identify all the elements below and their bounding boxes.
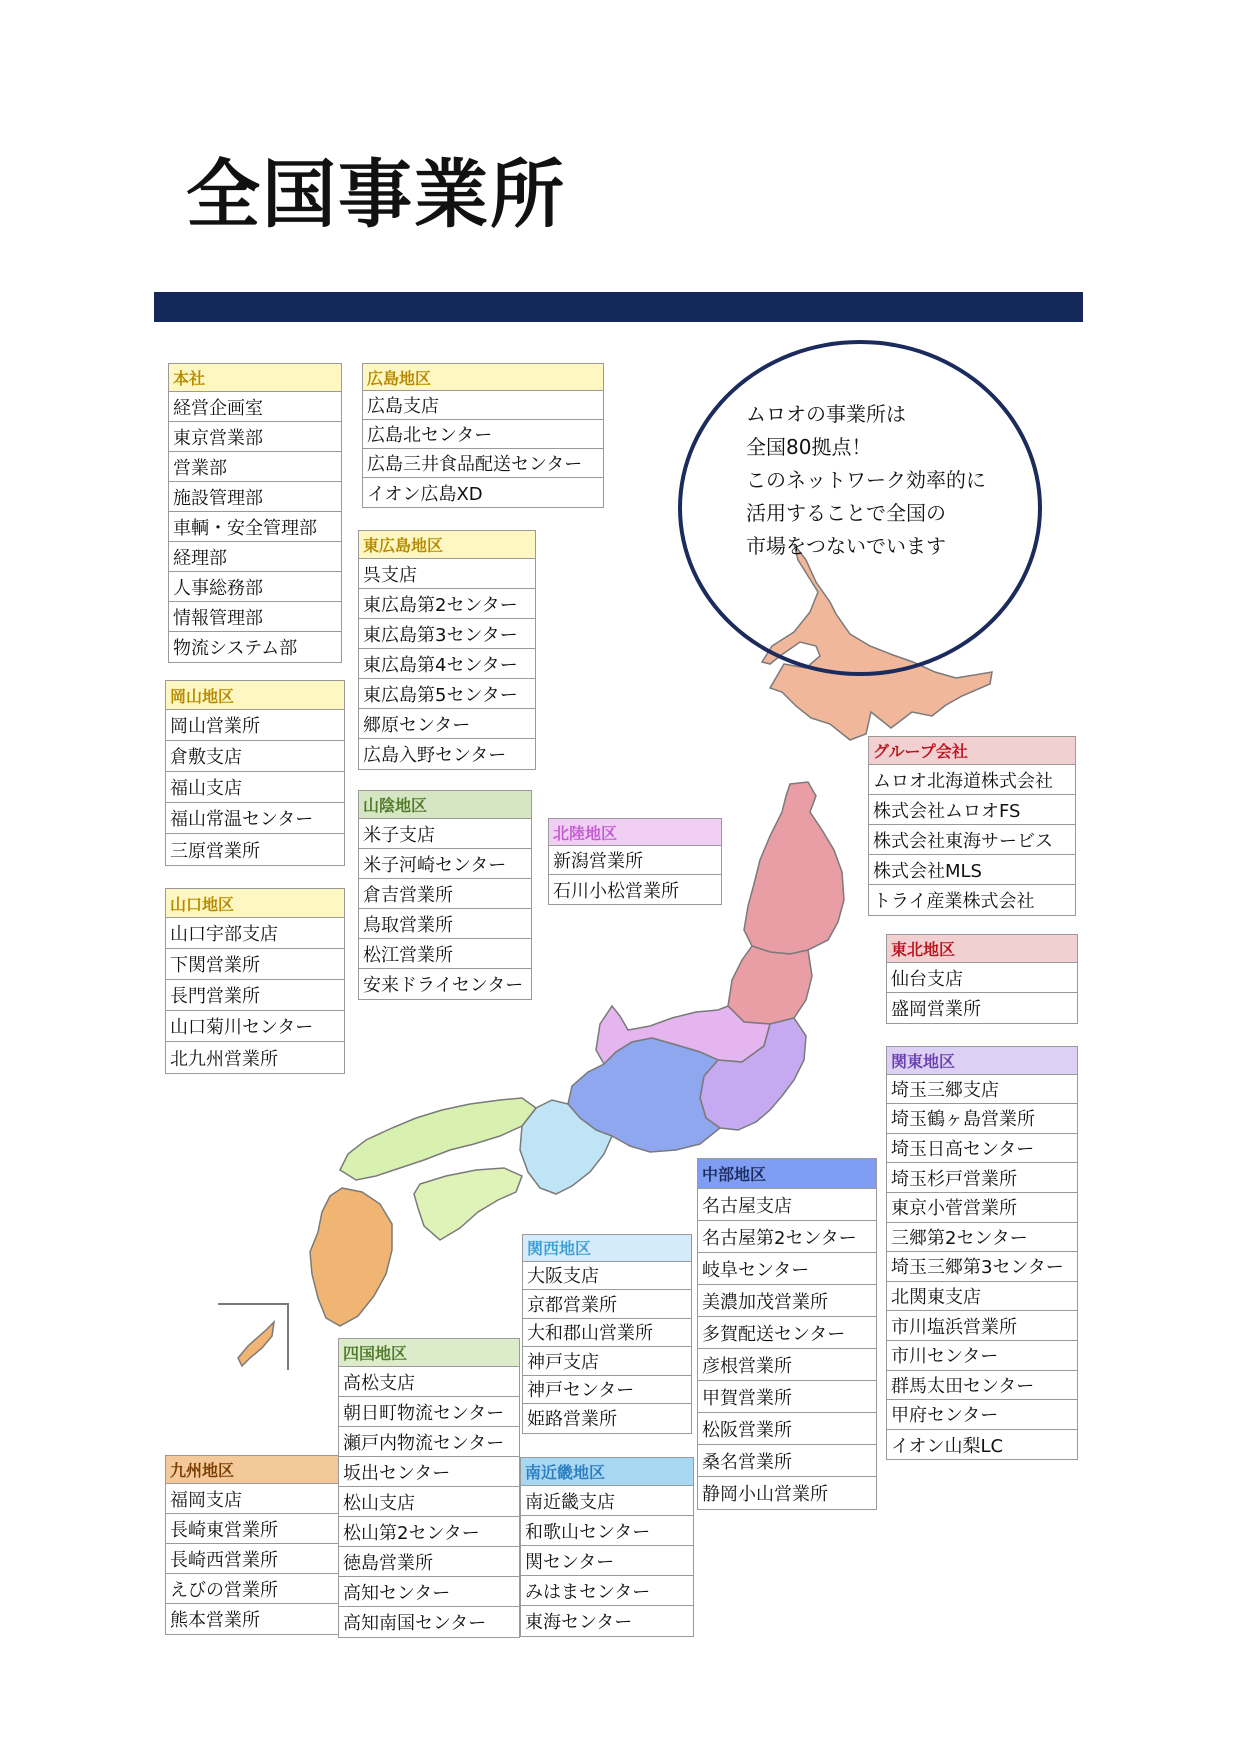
- office-item: 物流システム部: [169, 632, 341, 662]
- office-item: 長崎西営業所: [166, 1544, 338, 1574]
- office-item: トライ産業株式会社: [869, 885, 1075, 915]
- office-item: 神戸支店: [523, 1347, 691, 1376]
- office-item: 下関営業所: [166, 949, 344, 980]
- office-list-sanin: [358, 790, 532, 1000]
- office-item: みはまセンター: [521, 1576, 693, 1606]
- office-item: 経営企画室: [169, 392, 341, 422]
- region-header: 岡山地区: [166, 681, 344, 710]
- office-item: 松山第2センター: [339, 1517, 519, 1547]
- office-list-yamaguchi: [165, 888, 345, 1074]
- office-item: 倉敷支店: [166, 741, 344, 772]
- office-item: 京都営業所: [523, 1290, 691, 1319]
- office-item: 東京営業部: [169, 422, 341, 452]
- region-shikoku: [414, 1168, 522, 1240]
- office-item: 朝日町物流センター: [339, 1397, 519, 1427]
- office-item: 桑名営業所: [698, 1445, 876, 1477]
- office-item: 広島入野センター: [359, 739, 535, 769]
- office-item: 山口菊川センター: [166, 1011, 344, 1042]
- office-item: 岡山営業所: [166, 710, 344, 741]
- office-item: 情報管理部: [169, 602, 341, 632]
- region-header: 九州地区: [166, 1456, 338, 1484]
- office-item: 埼玉杉戸営業所: [887, 1163, 1077, 1193]
- office-item: 東広島第3センター: [359, 619, 535, 649]
- office-item: 彦根営業所: [698, 1349, 876, 1381]
- office-item: 松阪営業所: [698, 1413, 876, 1445]
- office-item: ムロオ北海道株式会社: [869, 765, 1075, 795]
- office-item: 東広島第4センター: [359, 649, 535, 679]
- office-item: 美濃加茂営業所: [698, 1285, 876, 1317]
- office-item: 高知南国センター: [339, 1607, 519, 1637]
- office-item: 福山常温センター: [166, 803, 344, 834]
- office-item: 大阪支店: [523, 1262, 691, 1291]
- office-item: 北関東支店: [887, 1282, 1077, 1312]
- office-item: 埼玉日高センター: [887, 1134, 1077, 1164]
- region-okinawa: [238, 1322, 274, 1366]
- office-item: 群馬太田センター: [887, 1371, 1077, 1401]
- office-item: 埼玉三郷第3センター: [887, 1252, 1077, 1282]
- office-item: 広島支店: [363, 391, 603, 420]
- office-item: 松江営業所: [359, 939, 531, 969]
- office-item: 松山支店: [339, 1487, 519, 1517]
- office-item: 倉吉営業所: [359, 879, 531, 909]
- office-item: 人事総務部: [169, 572, 341, 602]
- office-item: 石川小松営業所: [549, 875, 721, 904]
- office-item: 東海センター: [521, 1606, 693, 1636]
- region-header: 山口地区: [166, 889, 344, 918]
- office-item: 徳島営業所: [339, 1547, 519, 1577]
- office-item: えびの営業所: [166, 1574, 338, 1604]
- office-item: 和歌山センター: [521, 1516, 693, 1546]
- region-header: 広島地区: [363, 364, 603, 391]
- office-list-hiroshima: [362, 363, 604, 508]
- office-item: イオン広島XD: [363, 478, 603, 507]
- office-item: 米子河崎センター: [359, 849, 531, 879]
- office-item: 新潟営業所: [549, 846, 721, 875]
- office-item: イオン山梨LC: [887, 1430, 1077, 1460]
- office-item: 長門営業所: [166, 980, 344, 1011]
- office-item: 三郷第2センター: [887, 1223, 1077, 1253]
- office-item: 高松支店: [339, 1367, 519, 1397]
- office-item: 姫路営業所: [523, 1404, 691, 1433]
- office-item: 南近畿支店: [521, 1486, 693, 1516]
- office-item: 埼玉鶴ヶ島営業所: [887, 1104, 1077, 1134]
- office-item: 北九州営業所: [166, 1042, 344, 1073]
- office-item: 福山支店: [166, 772, 344, 803]
- office-item: 米子支店: [359, 819, 531, 849]
- office-item: 名古屋第2センター: [698, 1221, 876, 1253]
- office-item: 甲賀営業所: [698, 1381, 876, 1413]
- office-item: 株式会社ムロオFS: [869, 795, 1075, 825]
- office-item: 甲府センター: [887, 1400, 1077, 1430]
- office-item: 安来ドライセンター: [359, 969, 531, 999]
- office-item: 東京小菅営業所: [887, 1193, 1077, 1223]
- office-item: 三原営業所: [166, 834, 344, 865]
- office-item: 株式会社東海サービス: [869, 825, 1075, 855]
- office-list-kansai: [522, 1234, 692, 1434]
- office-item: 市川センター: [887, 1341, 1077, 1371]
- office-item: 多賀配送センター: [698, 1317, 876, 1349]
- region-header: グループ会社: [869, 737, 1075, 765]
- office-item: 埼玉三郷支店: [887, 1075, 1077, 1105]
- office-item: 山口宇部支店: [166, 918, 344, 949]
- office-item: 高知センター: [339, 1577, 519, 1607]
- region-header: 東北地区: [887, 935, 1077, 963]
- office-item: 呉支店: [359, 559, 535, 589]
- region-header: 北陸地区: [549, 819, 721, 846]
- region-header: 中部地区: [698, 1159, 876, 1189]
- office-item: 関センター: [521, 1546, 693, 1576]
- region-header: 関東地区: [887, 1047, 1077, 1075]
- office-item: 盛岡営業所: [887, 993, 1077, 1023]
- office-item: 株式会社MLS: [869, 855, 1075, 885]
- office-list-minami-kinki: [520, 1457, 694, 1637]
- office-item: 仙台支店: [887, 963, 1077, 993]
- office-item: 営業部: [169, 452, 341, 482]
- region-chugoku: [340, 1098, 536, 1180]
- office-item: 東広島第2センター: [359, 589, 535, 619]
- office-item: 長崎東営業所: [166, 1514, 338, 1544]
- office-item: 郷原センター: [359, 709, 535, 739]
- page-title: 全国事業所: [186, 152, 566, 238]
- office-item: 鳥取営業所: [359, 909, 531, 939]
- office-list-kyushu: [165, 1455, 339, 1635]
- office-list-kanto: [886, 1046, 1078, 1460]
- office-item: 東広島第5センター: [359, 679, 535, 709]
- office-list-shikoku: [338, 1338, 520, 1638]
- office-item: 市川塩浜営業所: [887, 1311, 1077, 1341]
- office-list-okayama: [165, 680, 345, 866]
- office-item: 経理部: [169, 542, 341, 572]
- office-list-honsha: [168, 363, 342, 663]
- office-item: 広島北センター: [363, 420, 603, 449]
- office-item: 福岡支店: [166, 1484, 338, 1514]
- office-item: 神戸センター: [523, 1376, 691, 1405]
- office-item: 施設管理部: [169, 482, 341, 512]
- callout-text: ムロオの事業所は 全国80拠点！ このネットワーク効率的に 活用することで全国の 市場をつないでいます: [746, 402, 986, 558]
- region-tohoku-north: [744, 782, 844, 954]
- office-item: 大和郡山営業所: [523, 1319, 691, 1348]
- office-item: 熊本営業所: [166, 1604, 338, 1634]
- region-header: 山陰地区: [359, 791, 531, 819]
- office-item: 岐阜センター: [698, 1253, 876, 1285]
- office-item: 静岡小山営業所: [698, 1477, 876, 1509]
- region-kyushu: [310, 1188, 392, 1326]
- office-list-hokuriku: [548, 818, 722, 905]
- region-tohoku-south: [728, 946, 812, 1024]
- office-item: 瀬戸内物流センター: [339, 1427, 519, 1457]
- office-item: 坂出センター: [339, 1457, 519, 1487]
- office-list-chubu: [697, 1158, 877, 1510]
- region-header: 関西地区: [523, 1235, 691, 1262]
- office-item: 車輌・安全管理部: [169, 512, 341, 542]
- office-item: 名古屋支店: [698, 1189, 876, 1221]
- office-list-higashi-hiroshima: [358, 530, 536, 770]
- okinawa-inset-frame: [218, 1304, 288, 1370]
- region-header: 東広島地区: [359, 531, 535, 559]
- region-header: 本社: [169, 364, 341, 392]
- region-header: 南近畿地区: [521, 1458, 693, 1486]
- office-list-group: [868, 736, 1076, 916]
- office-item: 広島三井食品配送センター: [363, 449, 603, 478]
- office-list-tohoku: [886, 934, 1078, 1024]
- region-header: 四国地区: [339, 1339, 519, 1367]
